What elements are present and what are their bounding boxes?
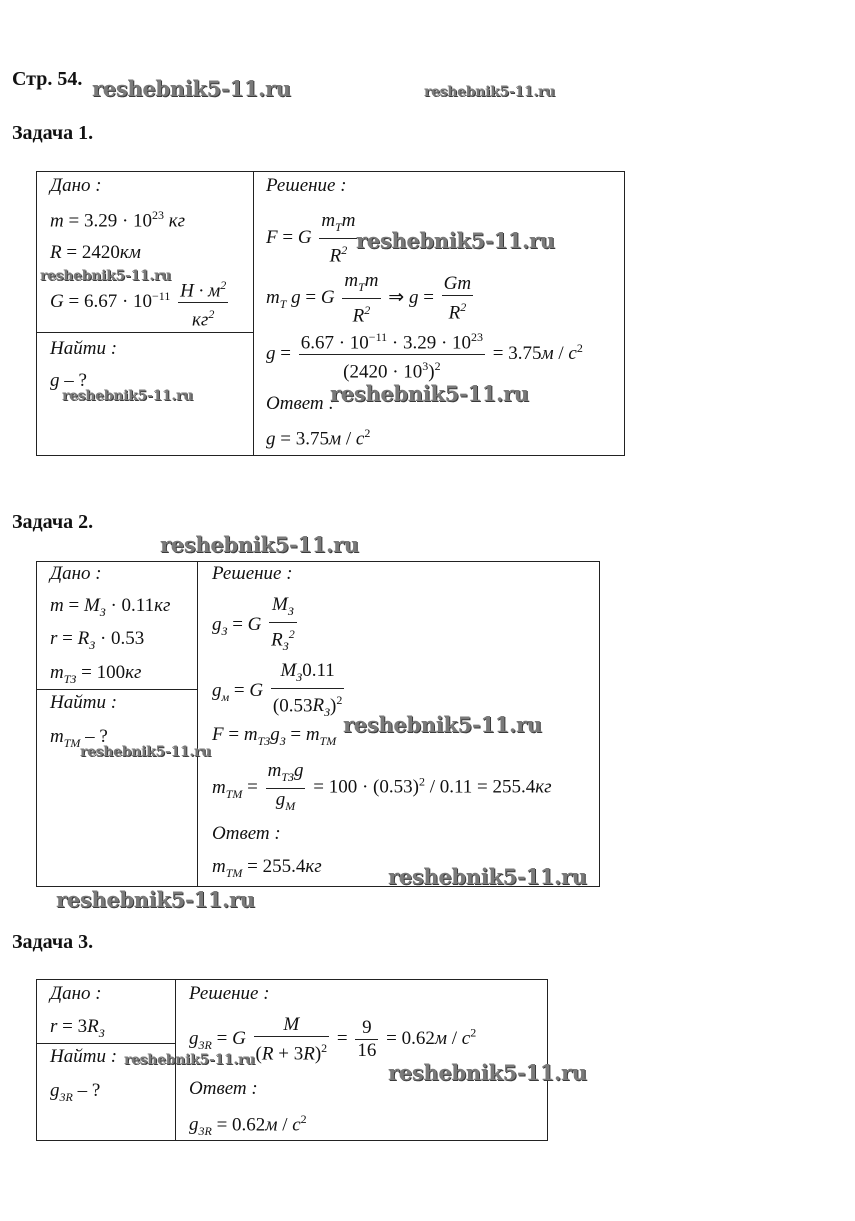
solution-line: $m_{ТМ}$ = $\frac{m_{ТЗ}g}{g_М}$ = $100 \cdot (0.53)^2 / 0.11 = 255.4кг$ bbox=[212, 760, 552, 813]
find-label: Найти : bbox=[50, 692, 118, 713]
watermark: reshebnik5-11.ru bbox=[388, 864, 587, 889]
given-label: Дано : bbox=[50, 175, 102, 196]
find-target: g – ? bbox=[50, 370, 87, 391]
find-label: Найти : bbox=[50, 338, 118, 359]
answer-label: Ответ : bbox=[266, 393, 335, 414]
solution-line: $g_{3R} = G$ $\frac{M}{(R + 3R)^2}$ = $\frac{9}{16}$ = $0.62м / с^2$ bbox=[189, 1014, 477, 1065]
solution-line: F = G $\frac{m_Tm}{R^2}$ bbox=[266, 210, 356, 267]
answer-value: $m_{ТМ} = 255.4кг$ bbox=[212, 856, 322, 880]
find-target: $m_{ТМ}$ – ? bbox=[50, 726, 108, 750]
watermark: reshebnik5-11.ru bbox=[388, 1060, 587, 1085]
solution-label: Решение : bbox=[212, 563, 293, 584]
solution-line: $m_T$ g = G $\frac{m_Tm}{R^2}$ ⇒ g = $\frac{Gm}{R^2}$ bbox=[266, 270, 472, 327]
solution-line: g = $\frac{6.67 \cdot 10^{-11} \cdot 3.29 \cdot 10^{23}}{(2420 \cdot 10^3)^2}$ = $3.75м / с^2$ bbox=[266, 326, 583, 384]
given-label: Дано : bbox=[50, 983, 102, 1004]
given-label: Дано : bbox=[50, 563, 102, 584]
given-mass: $m = 3.29 \cdot 10^{23}$ кг bbox=[50, 208, 186, 232]
given-gravity-constant: $G = 6.67 \cdot 10^{-11}$ $\frac{Н \cdot м^2}{кг^2}$ bbox=[50, 274, 231, 332]
task-heading: Задача 3. bbox=[12, 931, 94, 953]
task-heading: Задача 1. bbox=[12, 122, 94, 144]
watermark: reshebnik5-11.ru bbox=[40, 268, 171, 284]
solution-line: $F = m_{ТЗ}g_З = m_{ТМ}$ bbox=[212, 724, 337, 748]
solution-label: Решение : bbox=[189, 983, 270, 1004]
solution-label: Решение : bbox=[266, 175, 347, 196]
watermark: reshebnik5-11.ru bbox=[424, 84, 555, 100]
given-radius: $r = R_З \cdot 0.53$ bbox=[50, 628, 145, 652]
given-radius: R = 2420км bbox=[50, 242, 141, 263]
watermark: reshebnik5-11.ru bbox=[160, 532, 359, 557]
watermark: reshebnik5-11.ru bbox=[56, 887, 255, 912]
find-label: Найти : bbox=[50, 1046, 118, 1067]
answer-label: Ответ : bbox=[189, 1078, 258, 1099]
answer-label: Ответ : bbox=[212, 823, 281, 844]
answer-value: $g_{3R} = 0.62м / с^2$ bbox=[189, 1112, 307, 1139]
page-title: Стр. 54. bbox=[12, 68, 83, 90]
given-body-mass: $m_{ТЗ} = 100кг$ bbox=[50, 662, 142, 686]
solution-line: $g_З = G$ $\frac{M_З}{R_З^2}$ bbox=[212, 594, 295, 653]
watermark: reshebnik5-11.ru bbox=[124, 1052, 255, 1068]
find-target: $g_{3R}$ – ? bbox=[50, 1080, 101, 1104]
given-mass: $m = M_З \cdot 0.11кг$ bbox=[50, 595, 171, 619]
task-heading: Задача 2. bbox=[12, 511, 94, 533]
watermark: reshebnik5-11.ru bbox=[62, 388, 193, 404]
watermark: reshebnik5-11.ru bbox=[330, 381, 529, 406]
watermark: reshebnik5-11.ru bbox=[356, 228, 555, 253]
watermark: reshebnik5-11.ru bbox=[343, 712, 542, 737]
answer-value: $g = 3.75м / с^2$ bbox=[266, 426, 371, 450]
given-radius: $r = 3R_З$ bbox=[50, 1016, 105, 1040]
watermark: reshebnik5-11.ru bbox=[80, 744, 211, 760]
watermark: reshebnik5-11.ru bbox=[92, 76, 291, 101]
solution-line: $g_м = G$ $\frac{M_З0.11}{(0.53R_З)^2}$ bbox=[212, 660, 343, 719]
